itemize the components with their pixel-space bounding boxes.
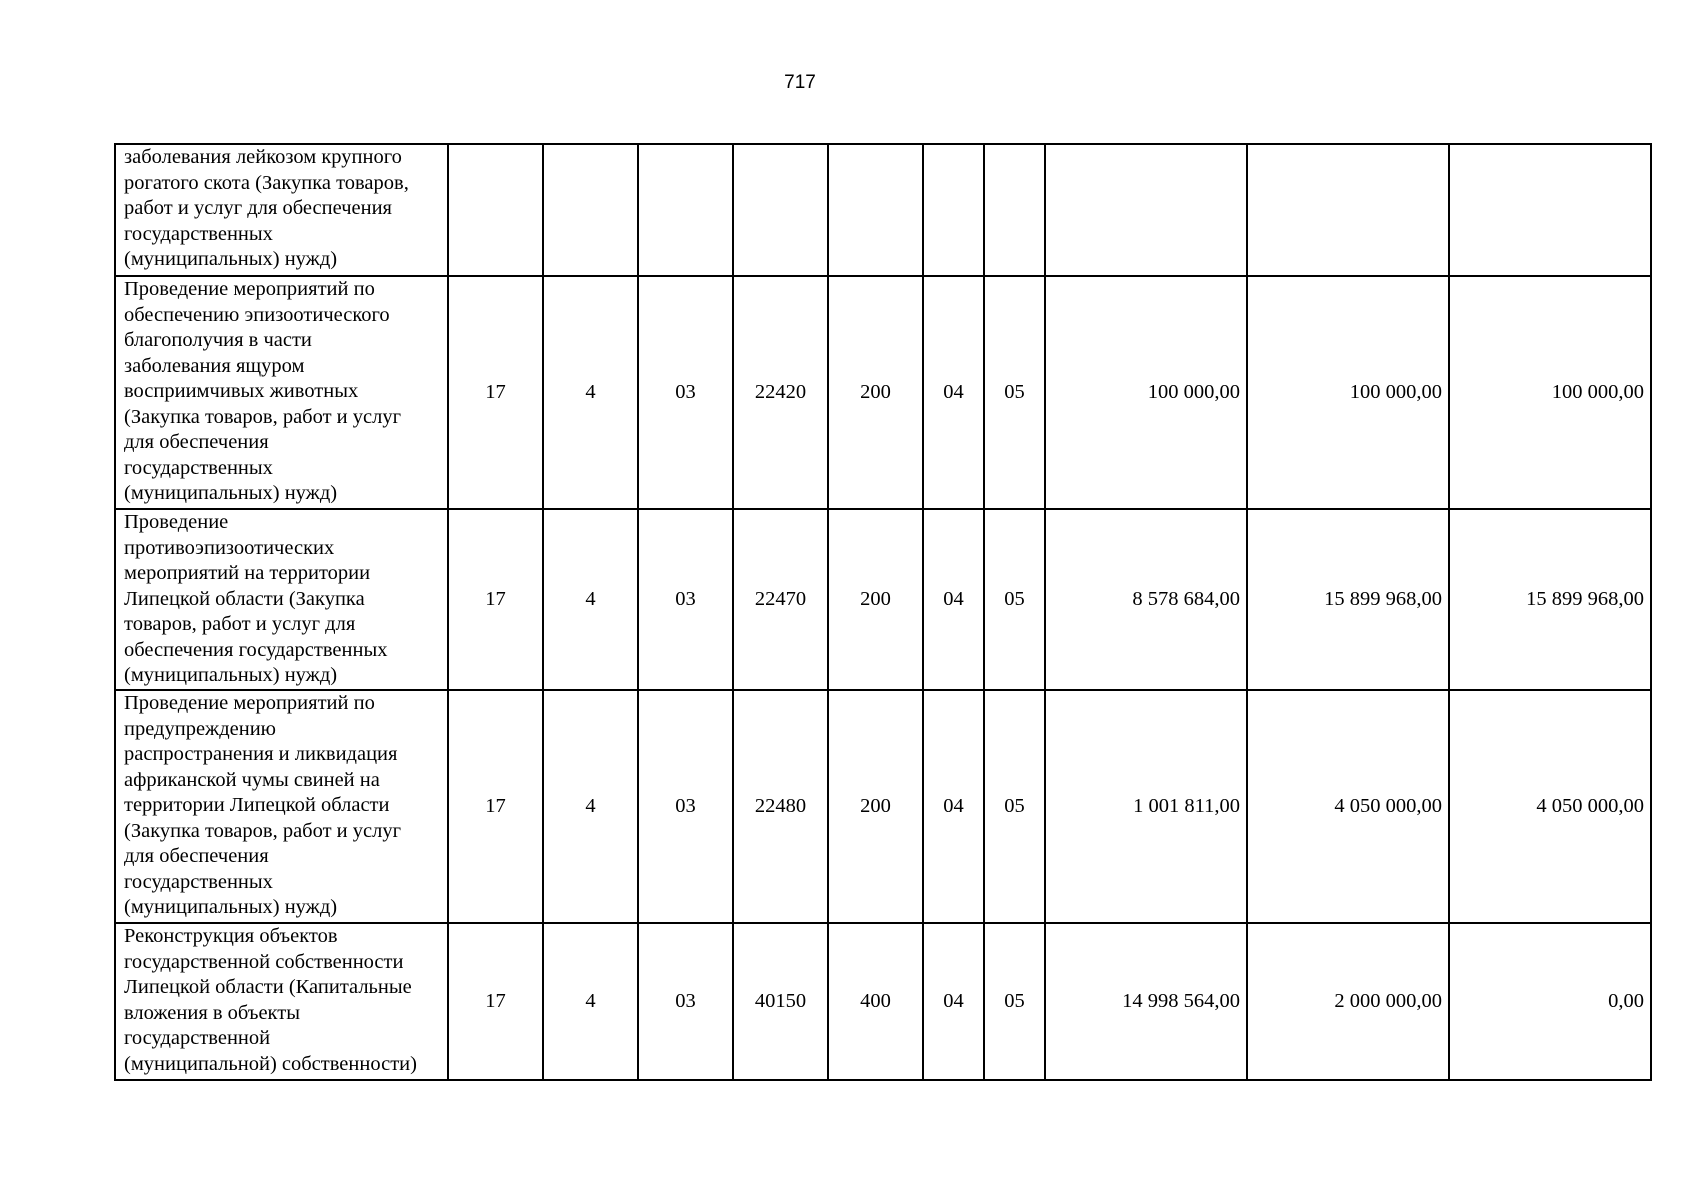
- description-line: Реконструкция объектов: [124, 925, 338, 947]
- description-line: обеспечению эпизоотического: [124, 303, 390, 326]
- code-cell: 03: [638, 509, 733, 690]
- description-line: государственной: [124, 1027, 271, 1049]
- code-cell: 17: [448, 276, 543, 509]
- code-cell: [543, 144, 638, 276]
- description-line: предупреждению: [124, 717, 276, 740]
- table-row: [115, 690, 1651, 923]
- description-line: (муниципальной) собственности): [124, 1052, 417, 1075]
- code-cell: [733, 144, 828, 276]
- code-cell: 22480: [733, 690, 828, 923]
- code-cell: 4: [543, 509, 638, 690]
- code-cell: 40150: [733, 923, 828, 1080]
- description-line: обеспечения государственных: [124, 638, 388, 661]
- amount-cell: 100 000,00: [1247, 276, 1449, 509]
- amount-cell: 1 001 811,00: [1045, 690, 1247, 923]
- description-line: благополучия в части: [124, 329, 312, 351]
- description-line: государственной собственности: [124, 950, 404, 973]
- code-cell: 400: [828, 923, 923, 1080]
- description-line: африканской чумы свиней на: [124, 768, 380, 791]
- description-line: (муниципальных) нужд): [124, 482, 338, 504]
- code-cell: 17: [448, 509, 543, 690]
- code-cell: [828, 144, 923, 276]
- description-line: Проведение мероприятий по: [124, 278, 375, 300]
- code-cell: 17: [448, 690, 543, 923]
- amount-cell: 0,00: [1449, 923, 1651, 1080]
- amount-cell: 4 050 000,00: [1247, 690, 1449, 923]
- description-cell: [115, 144, 448, 276]
- amount-cell: [1247, 144, 1449, 276]
- description-line: распространения и ликвидация: [124, 743, 398, 765]
- code-cell: 4: [543, 690, 638, 923]
- description-cell: [115, 509, 448, 690]
- code-cell: [923, 144, 984, 276]
- code-cell: 05: [984, 690, 1045, 923]
- amount-cell: 15 899 968,00: [1247, 509, 1449, 690]
- code-cell: 200: [828, 276, 923, 509]
- amount-cell: 15 899 968,00: [1449, 509, 1651, 690]
- description-line: Проведение мероприятий по: [124, 692, 375, 714]
- amount-cell: 8 578 684,00: [1045, 509, 1247, 690]
- description-line: государственных: [124, 870, 273, 893]
- description-line: рогатого скота (Закупка товаров,: [124, 171, 409, 194]
- code-cell: 03: [638, 276, 733, 509]
- description-line: государственных: [124, 456, 273, 479]
- description-line: для обеспечения: [124, 431, 269, 453]
- description-line: (Закупка товаров, работ и услуг: [124, 819, 402, 842]
- description-line: противоэпизоотических: [124, 536, 335, 559]
- code-cell: 22420: [733, 276, 828, 509]
- code-cell: 05: [984, 276, 1045, 509]
- table-row: [115, 509, 1651, 690]
- amount-cell: 100 000,00: [1449, 276, 1651, 509]
- code-cell: 200: [828, 690, 923, 923]
- code-cell: 05: [984, 509, 1045, 690]
- code-cell: 22470: [733, 509, 828, 690]
- code-cell: 04: [923, 690, 984, 923]
- description-line: Липецкой области (Капитальные: [124, 976, 412, 998]
- amount-cell: 14 998 564,00: [1045, 923, 1247, 1080]
- description-line: территории Липецкой области: [124, 794, 390, 816]
- table-row: [115, 144, 1651, 276]
- code-cell: 4: [543, 923, 638, 1080]
- amount-cell: 4 050 000,00: [1449, 690, 1651, 923]
- description-line: заболевания лейкозом крупного: [124, 146, 402, 168]
- table-row: [115, 276, 1651, 509]
- amount-cell: 100 000,00: [1045, 276, 1247, 509]
- code-cell: 4: [543, 276, 638, 509]
- description-line: (Закупка товаров, работ и услуг: [124, 405, 402, 428]
- table-row: [115, 923, 1651, 1080]
- code-cell: 17: [448, 923, 543, 1080]
- amount-cell: [1045, 144, 1247, 276]
- code-cell: [448, 144, 543, 276]
- description-line: (муниципальных) нужд): [124, 664, 338, 686]
- description-line: мероприятий на территории: [124, 562, 371, 584]
- description-line: для обеспечения: [124, 845, 269, 867]
- description-line: товаров, работ и услуг для: [124, 613, 356, 635]
- description-line: работ и услуг для обеспечения: [124, 197, 392, 219]
- description-line: вложения в объекты: [124, 1001, 300, 1024]
- code-cell: [984, 144, 1045, 276]
- budget-table: [114, 143, 1652, 1081]
- description-line: (муниципальных) нужд): [124, 896, 338, 918]
- description-line: Проведение: [124, 511, 229, 533]
- description-cell: [115, 923, 448, 1080]
- description-cell: [115, 690, 448, 923]
- code-cell: 04: [923, 923, 984, 1080]
- description-line: государственных: [124, 222, 273, 245]
- code-cell: 03: [638, 923, 733, 1080]
- code-cell: 04: [923, 509, 984, 690]
- code-cell: 04: [923, 276, 984, 509]
- description-line: (муниципальных) нужд): [124, 248, 338, 270]
- code-cell: 05: [984, 923, 1045, 1080]
- description-line: Липецкой области (Закупка: [124, 587, 365, 610]
- amount-cell: [1449, 144, 1651, 276]
- description-line: заболевания ящуром: [124, 354, 305, 377]
- code-cell: 03: [638, 690, 733, 923]
- description-line: восприимчивых животных: [124, 380, 359, 402]
- code-cell: 200: [828, 509, 923, 690]
- description-cell: [115, 276, 448, 509]
- code-cell: [638, 144, 733, 276]
- page-number: 717: [784, 72, 816, 93]
- amount-cell: 2 000 000,00: [1247, 923, 1449, 1080]
